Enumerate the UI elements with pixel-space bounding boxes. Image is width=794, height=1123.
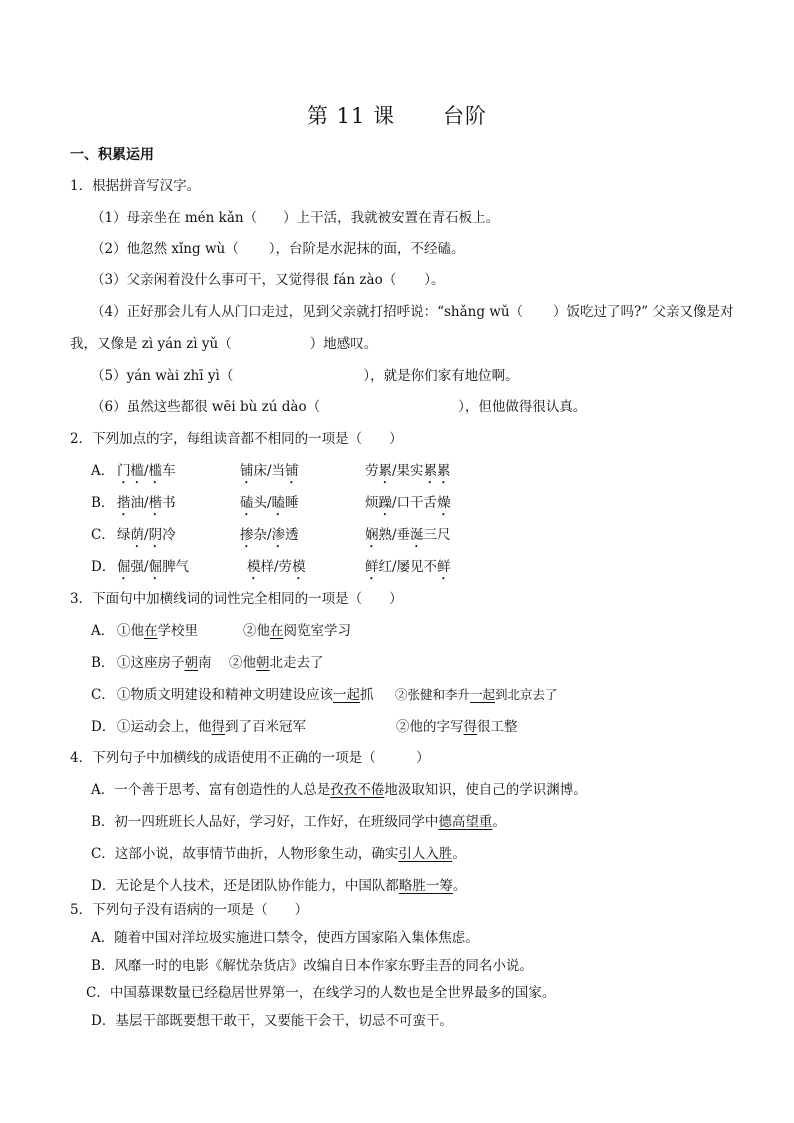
q3-option-a[interactable]: A． ①他在学校里 ②他在阅览室学习 [91,623,351,639]
q2-option-b[interactable]: B． 揩油/楷书 磕头/瞌睡 烦躁/口干舌燥 [91,495,451,511]
q1-item-5: （5）yán wài zhī yì（ ），就是你们家有地位啊。 [91,368,519,384]
q4-option-c[interactable]: C．这部小说，故事情节曲折，人物形象生动，确实引人入胜。 [91,846,466,862]
q5-option-b[interactable]: B．风靡一时的电影《解忧杂货店》改编自日本作家东野圭吾的同名小说。 [91,958,533,974]
q2-group-1: 门槛/槛车 [117,463,176,479]
q1-item-3: （3）父亲闲着没什么事可干，又觉得很 fán zào（ ）。 [91,272,445,288]
q4-stem: 4．下列句子中加横线的成语使用不正确的一项是（ ） [70,750,430,766]
q1-item-6: （6）虽然这些都很 wēi bù zú dào（ ），但他做得很认真。 [91,399,587,415]
page-title [0,101,794,131]
q2-group-2: 铺床/当铺 [240,463,299,479]
q4-option-a[interactable]: A．一个善于思考、富有创造性的人总是孜孜不倦地汲取知识，使自己的学识渊博。 [91,782,587,798]
q4-option-b[interactable]: B．初一四班班长人品好，学习好，工作好，在班级同学中德高望重。 [91,814,506,830]
q1-stem: 1．根据拼音写汉字。 [70,178,201,194]
q5-option-c[interactable]: C．中国慕课数量已经稳居世界第一，在线学习的人数也是全世界最多的国家。 [86,985,556,1001]
q2-group-3: 劳累/果实累累 [365,463,451,479]
q3-option-b[interactable]: B． ①这座房子朝南 ②他朝北走去了 [91,655,324,671]
section-heading: 一、积累运用 [70,147,154,163]
q3-stem: 3．下面句中加横线词的词性完全相同的一项是（ ） [70,591,403,607]
q2-option-d[interactable]: D． 倔强/倔脾气 模样/劳模 鲜红/屡见不鲜 [91,559,451,575]
lesson-name: 台阶 [443,104,488,128]
q1-item-1: （1）母亲坐在 mén kǎn（ ）上干活，我就被安置在青石板上。 [91,210,500,226]
q2-option-a[interactable]: A． 门槛/槛车 铺床/当铺 劳累/果实累累 [91,461,114,481]
q5-option-d[interactable]: D．基层干部既要想干敢干，又要能干会干，切忌不可蛮干。 [91,1013,453,1029]
q2-stem: 2．下列加点的字，每组读音都不相同的一项是（ ） [70,431,403,447]
q1-item-2: （2）他忽然 xǐng wù（ ），台阶是水泥抹的面，不经磕。 [91,241,465,257]
q1-item-4: （4）正好那会儿有人从门口走过，见到父亲就打招呼说：“shǎng wǔ（ ）饭吃过了吗?” 父亲又像是对 [91,304,734,320]
q4-option-d[interactable]: D．无论是个人技术，还是团队协作能力，中国队都略胜一筹。 [91,878,467,894]
q3-option-d[interactable]: D． ①运动会上，他得到了百米冠军 ②他的字写得很工整 [91,719,518,735]
lesson-number: 第 11 课 [306,104,396,128]
q2-option-c[interactable]: C． 绿荫/阴冷 掺杂/渗透 娴熟/垂涎三尺 [91,527,451,543]
q5-option-a[interactable]: A．随着中国对洋垃圾实施进口禁令，使西方国家陷入集体焦虑。 [91,930,479,946]
q1-item-4-cont: 我，又像是 zì yán zì yǔ（ ）地感叹。 [70,336,378,352]
q3-option-c[interactable]: C． ①物质文明建设和精神文明建设应该一起抓 ②张健和李升一起到北京去了 [91,687,558,703]
q5-stem: 5．下列句子没有语病的一项是（ ） [70,902,309,918]
